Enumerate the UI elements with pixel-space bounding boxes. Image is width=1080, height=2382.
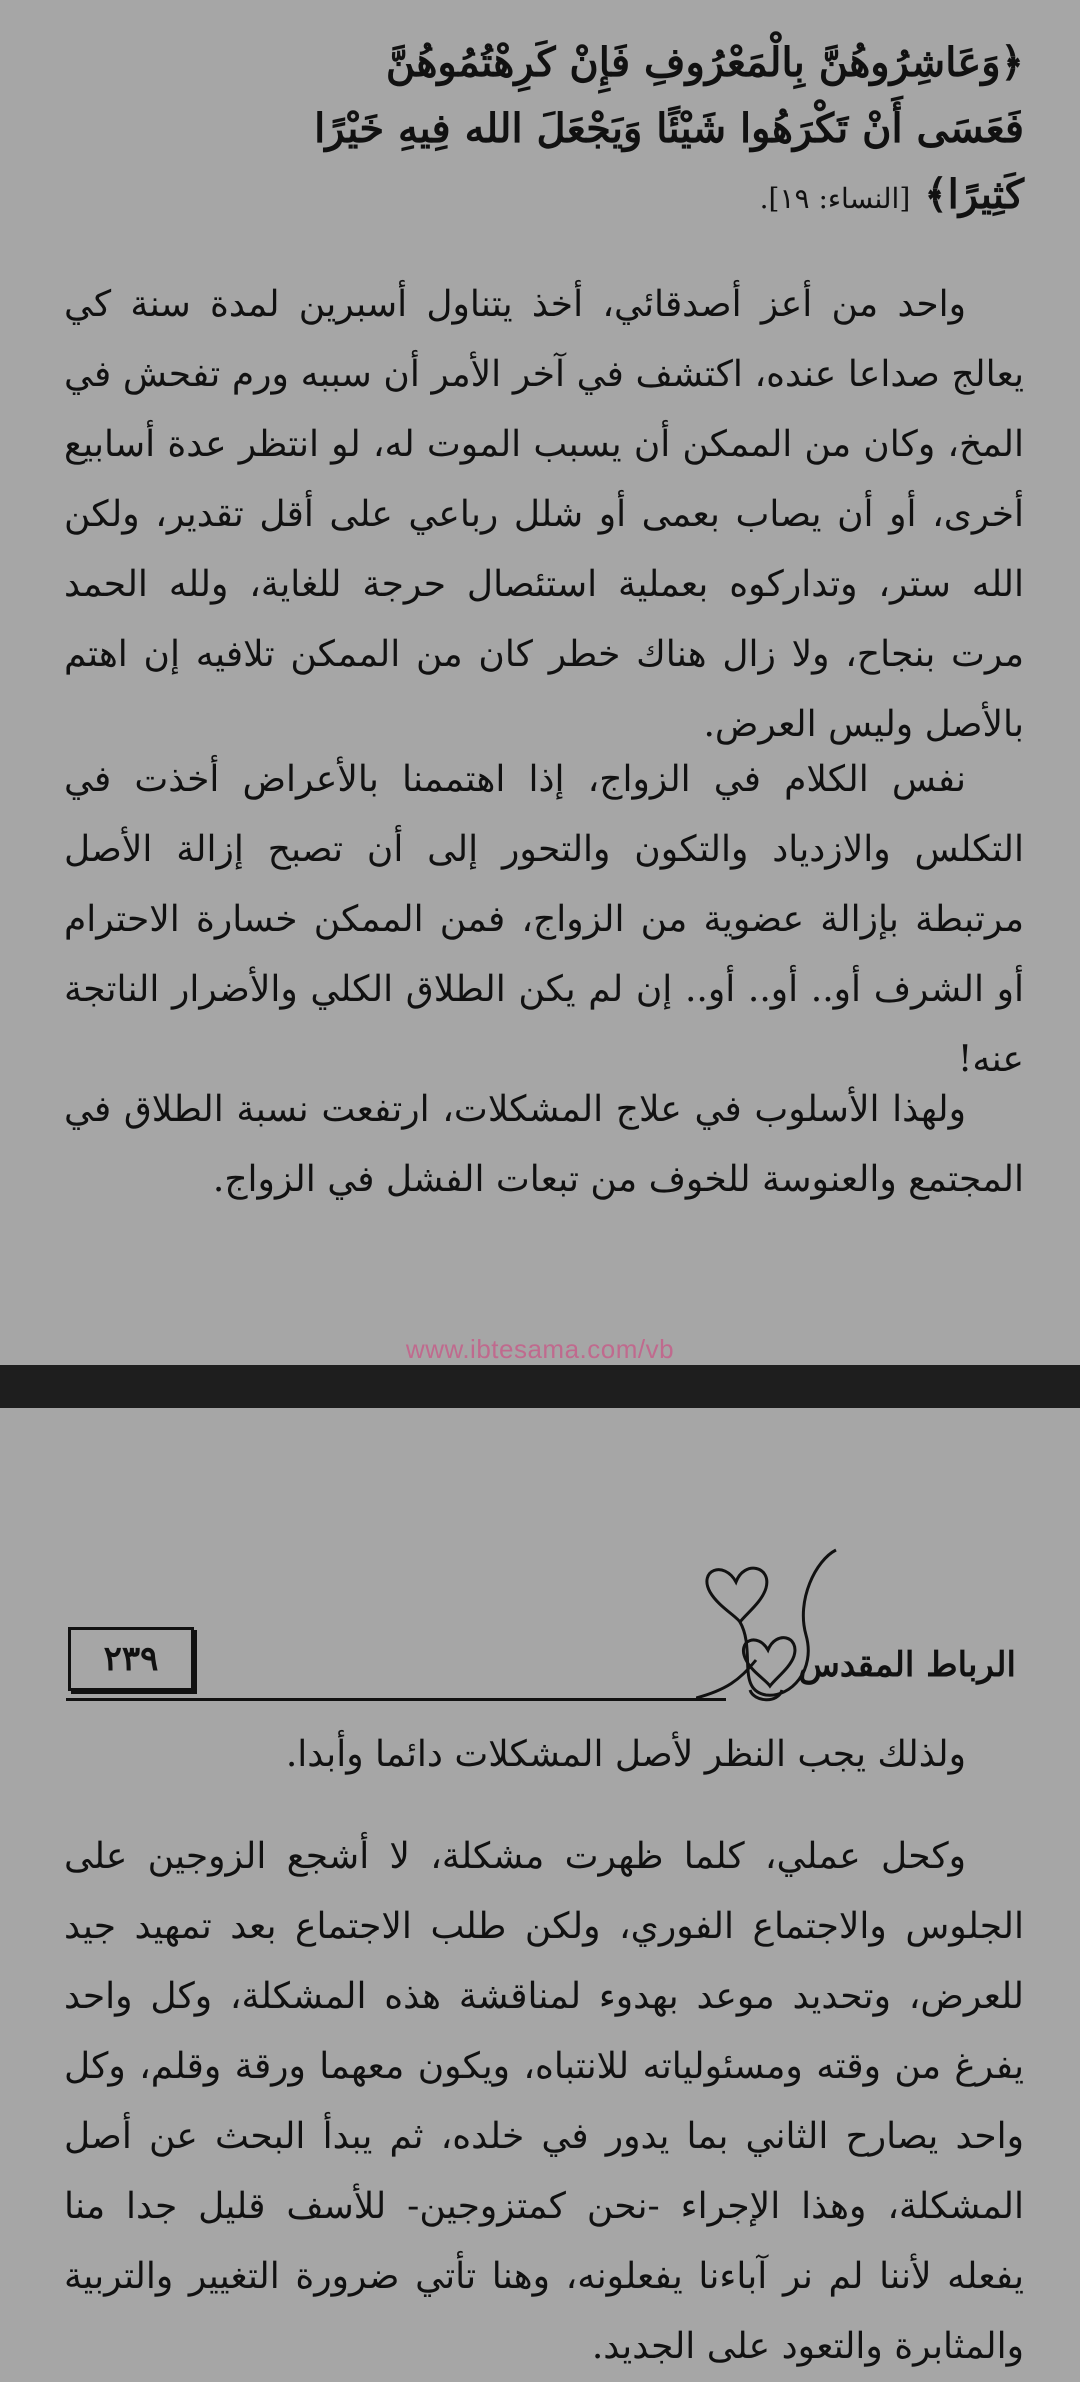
verse-line-1: ﴿وَعَاشِرُوهُنَّ بِالْمَعْرُوفِ فَإِنْ كَرِهْتُمُوهُنَّ: [385, 39, 1024, 86]
bottom-paragraph-1: [64, 1720, 1024, 1790]
page-separator: [0, 1365, 1080, 1408]
quran-verse: [110, 30, 1024, 232]
book-title: الرباط المقدس: [798, 1645, 1016, 1685]
paragraph-text: واحد من أعز أصدقائي، أخذ يتناول أسبرين لمدة سنة كي يعالج صداعا عنده، اكتشف في آخر الأمر أن سببه ورم تفحش في المخ، وكان من الممكن أن يسبب الموت له، لو انتظر عدة أسابيع أخرى، أو أن يصاب بعمى أو شلل رباعي على أقل تقدير، ولكن الله ستر، وتداركوه بعملية استئصال حرجة للغاية، ولله الحمد مرت بنجاح، ولا زال هناك خطر كان من الممكن تلافيه إن اهتم بالأصل وليس العرض.: [64, 284, 1024, 745]
verse-line-3-text: كَثِيرًا﴾: [924, 171, 1024, 218]
page-number: ٢٣٩: [68, 1627, 194, 1691]
bottom-paragraph-2: [64, 1822, 1024, 2382]
top-paragraph-2: [64, 745, 1024, 1095]
top-paragraph-3: [64, 1075, 1024, 1215]
paragraph-text: ولهذا الأسلوب في علاج المشكلات، ارتفعت نسبة الطلاق في المجتمع والعنوسة للخوف من تبعات الفشل في الزواج.: [64, 1089, 1024, 1200]
paragraph-text: ولذلك يجب النظر لأصل المشكلات دائما وأبدا.: [285, 1734, 966, 1775]
paragraph-text: نفس الكلام في الزواج، إذا اهتممنا بالأعراض أخذت في التكلس والازدياد والتكون والتحور إلى أن تصبح إزالة الأصل مرتبطة بإزالة عضوية من الزواج، فمن الممكن خسارة الاحترام أو الشرف أو.. أو.. أو.. إن لم يكن الطلاق الكلي والأضرار الناتجة عنه!: [64, 759, 1024, 1080]
verse-line-3: [110, 162, 1024, 232]
verse-reference: [النساء: ١٩].: [759, 182, 911, 215]
top-paragraph-1: [64, 270, 1024, 760]
paragraph-text: وكحل عملي، كلما ظهرت مشكلة، لا أشجع الزوجين على الجلوس والاجتماع الفوري، ولكن طلب الاجتماع بعد تمهيد جيد للعرض، وتحديد موعد بهدوء لمناقشة هذه المشكلة، وكل واحد يفرغ من وقته ومسئولياته للانتباه، ويكون معهما ورقة وقلم، وكل واحد يصارح الثاني بما يدور في خلده، ثم يبدأ البحث عن أصل المشكلة، وهذا الإجراء -نحن كمتزوجين- للأسف قليل جدا منا يفعله لأننا لم نر آباءنا يفعلونه، وهنا تأتي ضرورة التغيير والتربية والمثابرة والتعود على الجديد.: [64, 1836, 1024, 2367]
verse-line-2: فَعَسَى أَنْ تَكْرَهُوا شَيْئًا وَيَجْعَلَ الله فِيهِ خَيْرًا: [314, 105, 1024, 152]
header-rule: [66, 1698, 726, 1701]
watermark-link[interactable]: www.ibtesama.com/vb: [405, 1334, 675, 1364]
page-header: [66, 1540, 1026, 1710]
